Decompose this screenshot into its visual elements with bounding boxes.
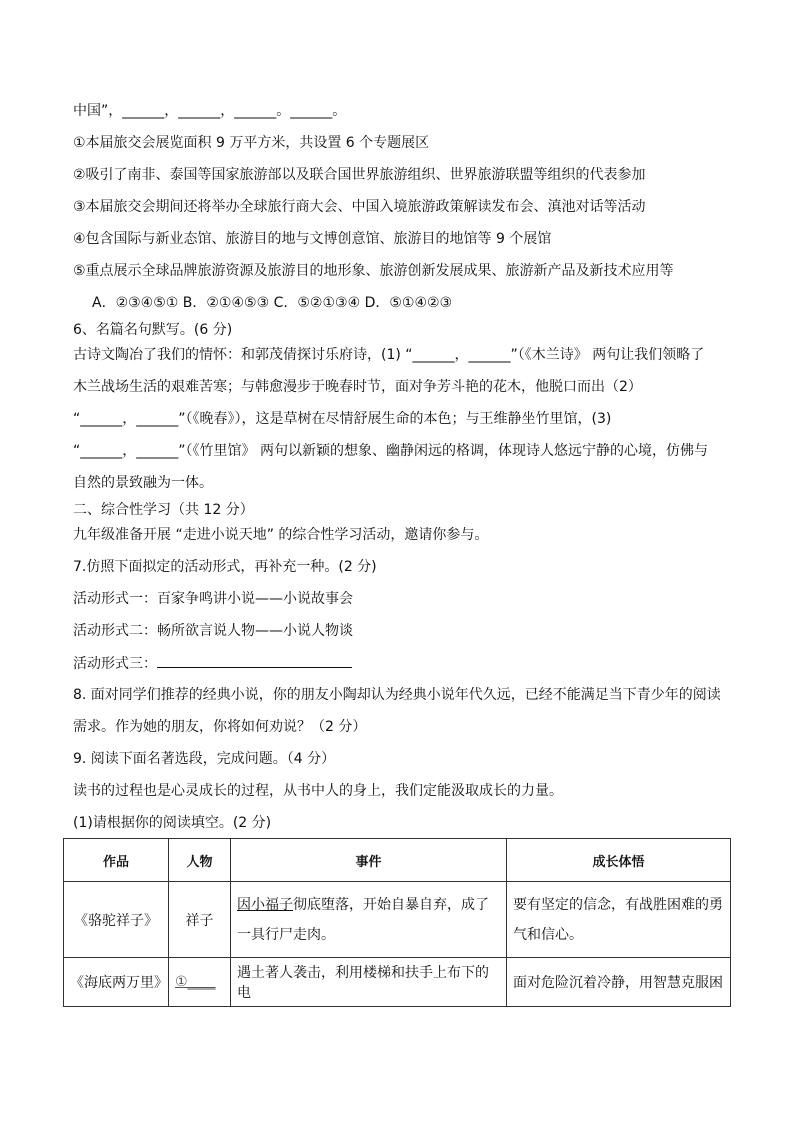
header-event: 事件 — [231, 839, 507, 882]
sentence-2: ②吸引了南非、泰国等国家旅游部以及联合国世界旅游组织、世界旅游联盟等组织的代表参加 — [73, 167, 646, 183]
cell-insight: 面对危险沉着冷静，用智慧克服困 — [507, 958, 731, 1007]
event-underlined-text: 因小福子 — [237, 896, 293, 913]
activity-form-1: 活动形式一：百家争鸣讲小说——小说故事会 — [73, 591, 353, 607]
sentence-4: ④包含国际与新业态馆、旅游目的地与文博创意馆、旅游目的地馆等 9 个展馆 — [73, 231, 552, 247]
cell-event — [231, 882, 507, 958]
cell-insight: 要有坚定的信念，有战胜困难的勇气和信心。 — [507, 882, 731, 958]
cell-work: 《骆驼祥子》 — [64, 882, 169, 958]
question9-intro: 读书的过程也是心灵成长的过程，从书中人的身上，我们定能汲取成长的力量。 — [73, 783, 563, 799]
table-row — [64, 958, 731, 1007]
table-row — [64, 882, 731, 958]
activity-form-3-label: 活动形式三： — [73, 656, 157, 672]
answer-options: A．②③④⑤① B．②①④⑤③ C．⑤②①③④ D．⑤①④②③ — [92, 295, 453, 311]
activity-form-3-blank[interactable] — [157, 653, 352, 668]
question7-title: 7.仿照下面拟定的活动形式，再补充一种。(2 分) — [73, 559, 377, 575]
section2-heading: 二、综合性学习（共 12 分） — [73, 502, 254, 518]
activity-form-3 — [73, 653, 352, 674]
question6-text-2: 木兰战场生活的艰难苦寒；与韩愈漫步于晚春时节，面对争芳斗艳的花木，他脱口而出（2） — [73, 379, 642, 395]
cell-work: 《海底两万里》 — [64, 958, 169, 1007]
header-insight: 成长体悟 — [507, 839, 731, 882]
table-header-row — [64, 839, 731, 882]
cell-person: 祥子 — [169, 882, 231, 958]
header-work: 作品 — [64, 839, 169, 882]
cell-person-blank[interactable]: ①____ — [169, 958, 231, 1007]
question9-sub1: (1)请根据你的阅读填空。(2 分) — [73, 815, 272, 831]
question6-title: 6、名篇名句默写。(6 分) — [73, 322, 233, 338]
sentence-5: ⑤重点展示全球品牌旅游资源及旅游目的地形象、旅游创新发展成果、旅游新产品及新技术应用等 — [73, 263, 674, 279]
question5-blanks-line: 中国”，______，______，______。______。 — [73, 103, 347, 119]
sentence-3: ③本届旅交会期间还将举办全球旅行商大会、中国入境旅游政策解读发布会、滇池对话等活动 — [73, 199, 646, 215]
question6-text-5: 自然的景致融为一体。 — [73, 475, 213, 491]
question8-text-1: 8. 面对同学们推荐的经典小说，你的朋友小陶却认为经典小说年代久远，已经不能满足当下青少年的阅读 — [73, 687, 721, 703]
question6-text-4: “______，______”（《竹里馆》 两句以新颖的想象、幽静闲远的格调，体现诗人悠远宁静的心境，仿佛与 — [73, 443, 708, 459]
question6-text-1: 古诗文陶冶了我们的情怀：和郭茂倩探讨乐府诗，(1) “______，______”（《木兰诗》 两句让我们领略了 — [73, 347, 705, 363]
question9-title: 9. 阅读下面名著选段，完成问题。（4 分） — [73, 751, 336, 767]
question6-text-3: “______，______”（《晚春》），这是草树在尽情舒展生命的本色；与王维静坐竹里馆，(3) — [73, 411, 612, 427]
question8-text-2: 需求。作为她的朋友，你将如何劝说？（2 分） — [73, 719, 367, 735]
event-text: 彻底堕落，开始自暴自弃，成了一具行尸走肉。 — [237, 896, 489, 943]
activity-form-2: 活动形式二：畅所欲言说人物——小说人物谈 — [73, 623, 353, 639]
section2-intro: 九年级准备开展 “走进小说天地” 的综合性学习活动，邀请你参与。 — [73, 527, 489, 543]
reading-table — [63, 838, 731, 1007]
sentence-1: ①本届旅交会展览面积 9 万平方米，共设置 6 个专题展区 — [73, 135, 430, 151]
header-person: 人物 — [169, 839, 231, 882]
cell-event: 遇土著人袭击，利用楼梯和扶手上布下的电 — [231, 958, 507, 1007]
